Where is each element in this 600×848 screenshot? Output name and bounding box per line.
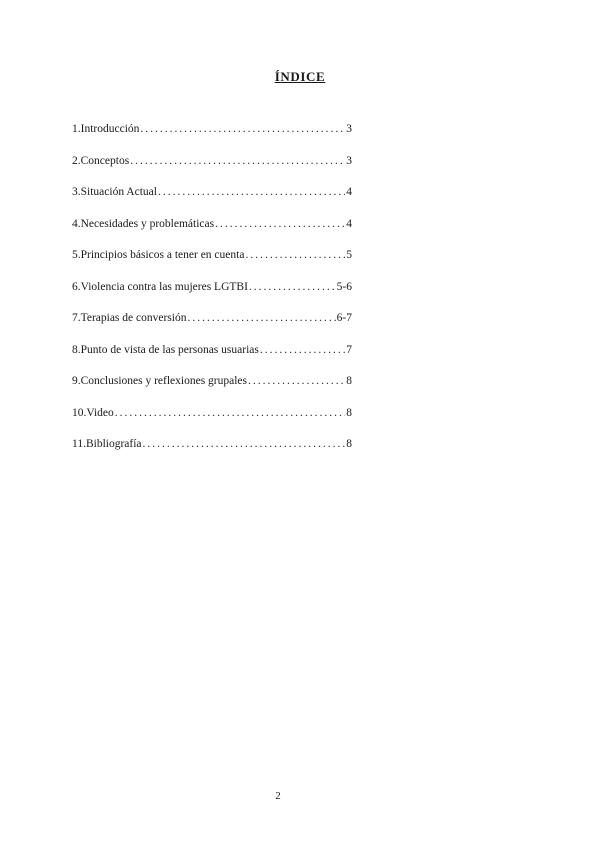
toc-dot-leader <box>115 406 345 420</box>
page-title: ÍNDICE <box>274 69 326 84</box>
toc-entry-page: 4 <box>346 186 352 198</box>
toc-entry <box>72 154 352 168</box>
toc-entry-label: 2.Conceptos <box>72 154 130 167</box>
toc-entry-label: 7.Terapias de conversión <box>72 312 187 324</box>
toc-entry <box>72 122 352 136</box>
toc-entry <box>72 280 352 294</box>
toc-entry-label: 10.Video <box>72 406 114 419</box>
toc-entry-label: 6.Violencia contra las mujeres LGTBI <box>72 280 248 293</box>
toc-entry-page: 6-7 <box>336 312 352 324</box>
toc-entry <box>72 311 352 325</box>
toc-entry-page: 3 <box>346 154 352 167</box>
toc-entry-label: 9.Conclusiones y reflexiones grupales <box>72 375 248 387</box>
toc-dot-leader <box>249 280 336 294</box>
toc-entry-page: 5-6 <box>336 280 352 293</box>
toc-entry <box>72 374 352 388</box>
toc-dot-leader <box>130 154 345 168</box>
toc-entry-page: 4 <box>346 217 352 230</box>
toc-entry <box>72 437 352 451</box>
toc-entry-label: 11.Bibliografía <box>72 438 142 450</box>
toc-dot-leader <box>158 185 345 199</box>
toc-entry-page: 8 <box>346 375 352 387</box>
toc-dot-leader <box>260 343 345 357</box>
toc-dot-leader <box>143 437 346 451</box>
toc-entry-label: 1.Introducción <box>72 123 140 135</box>
toc-dot-leader <box>215 217 345 231</box>
toc-entry-page: 8 <box>346 406 352 419</box>
toc-entry <box>72 406 352 420</box>
toc-entry-label: 8.Punto de vista de las personas usuarias <box>72 343 259 356</box>
toc-entry <box>72 343 352 357</box>
toc-entry-page: 3 <box>346 123 352 135</box>
toc-entry-label: 5.Principios básicos a tener en cuenta <box>72 249 245 261</box>
toc-entry-page: 7 <box>346 343 352 356</box>
toc-entry-label: 3.Situación Actual <box>72 186 157 198</box>
toc-entry-page: 8 <box>346 438 352 450</box>
toc-dot-leader <box>140 122 345 136</box>
toc-entry <box>72 248 352 262</box>
toc-entry <box>72 217 352 231</box>
table-of-contents <box>72 122 352 469</box>
toc-entry <box>72 185 352 199</box>
toc-dot-leader <box>187 311 335 325</box>
page-number: 2 <box>275 790 281 802</box>
toc-dot-leader <box>245 248 345 262</box>
toc-dot-leader <box>248 374 345 388</box>
toc-entry-label: 4.Necesidades y problemáticas <box>72 217 215 230</box>
toc-entry-page: 5 <box>346 249 352 261</box>
